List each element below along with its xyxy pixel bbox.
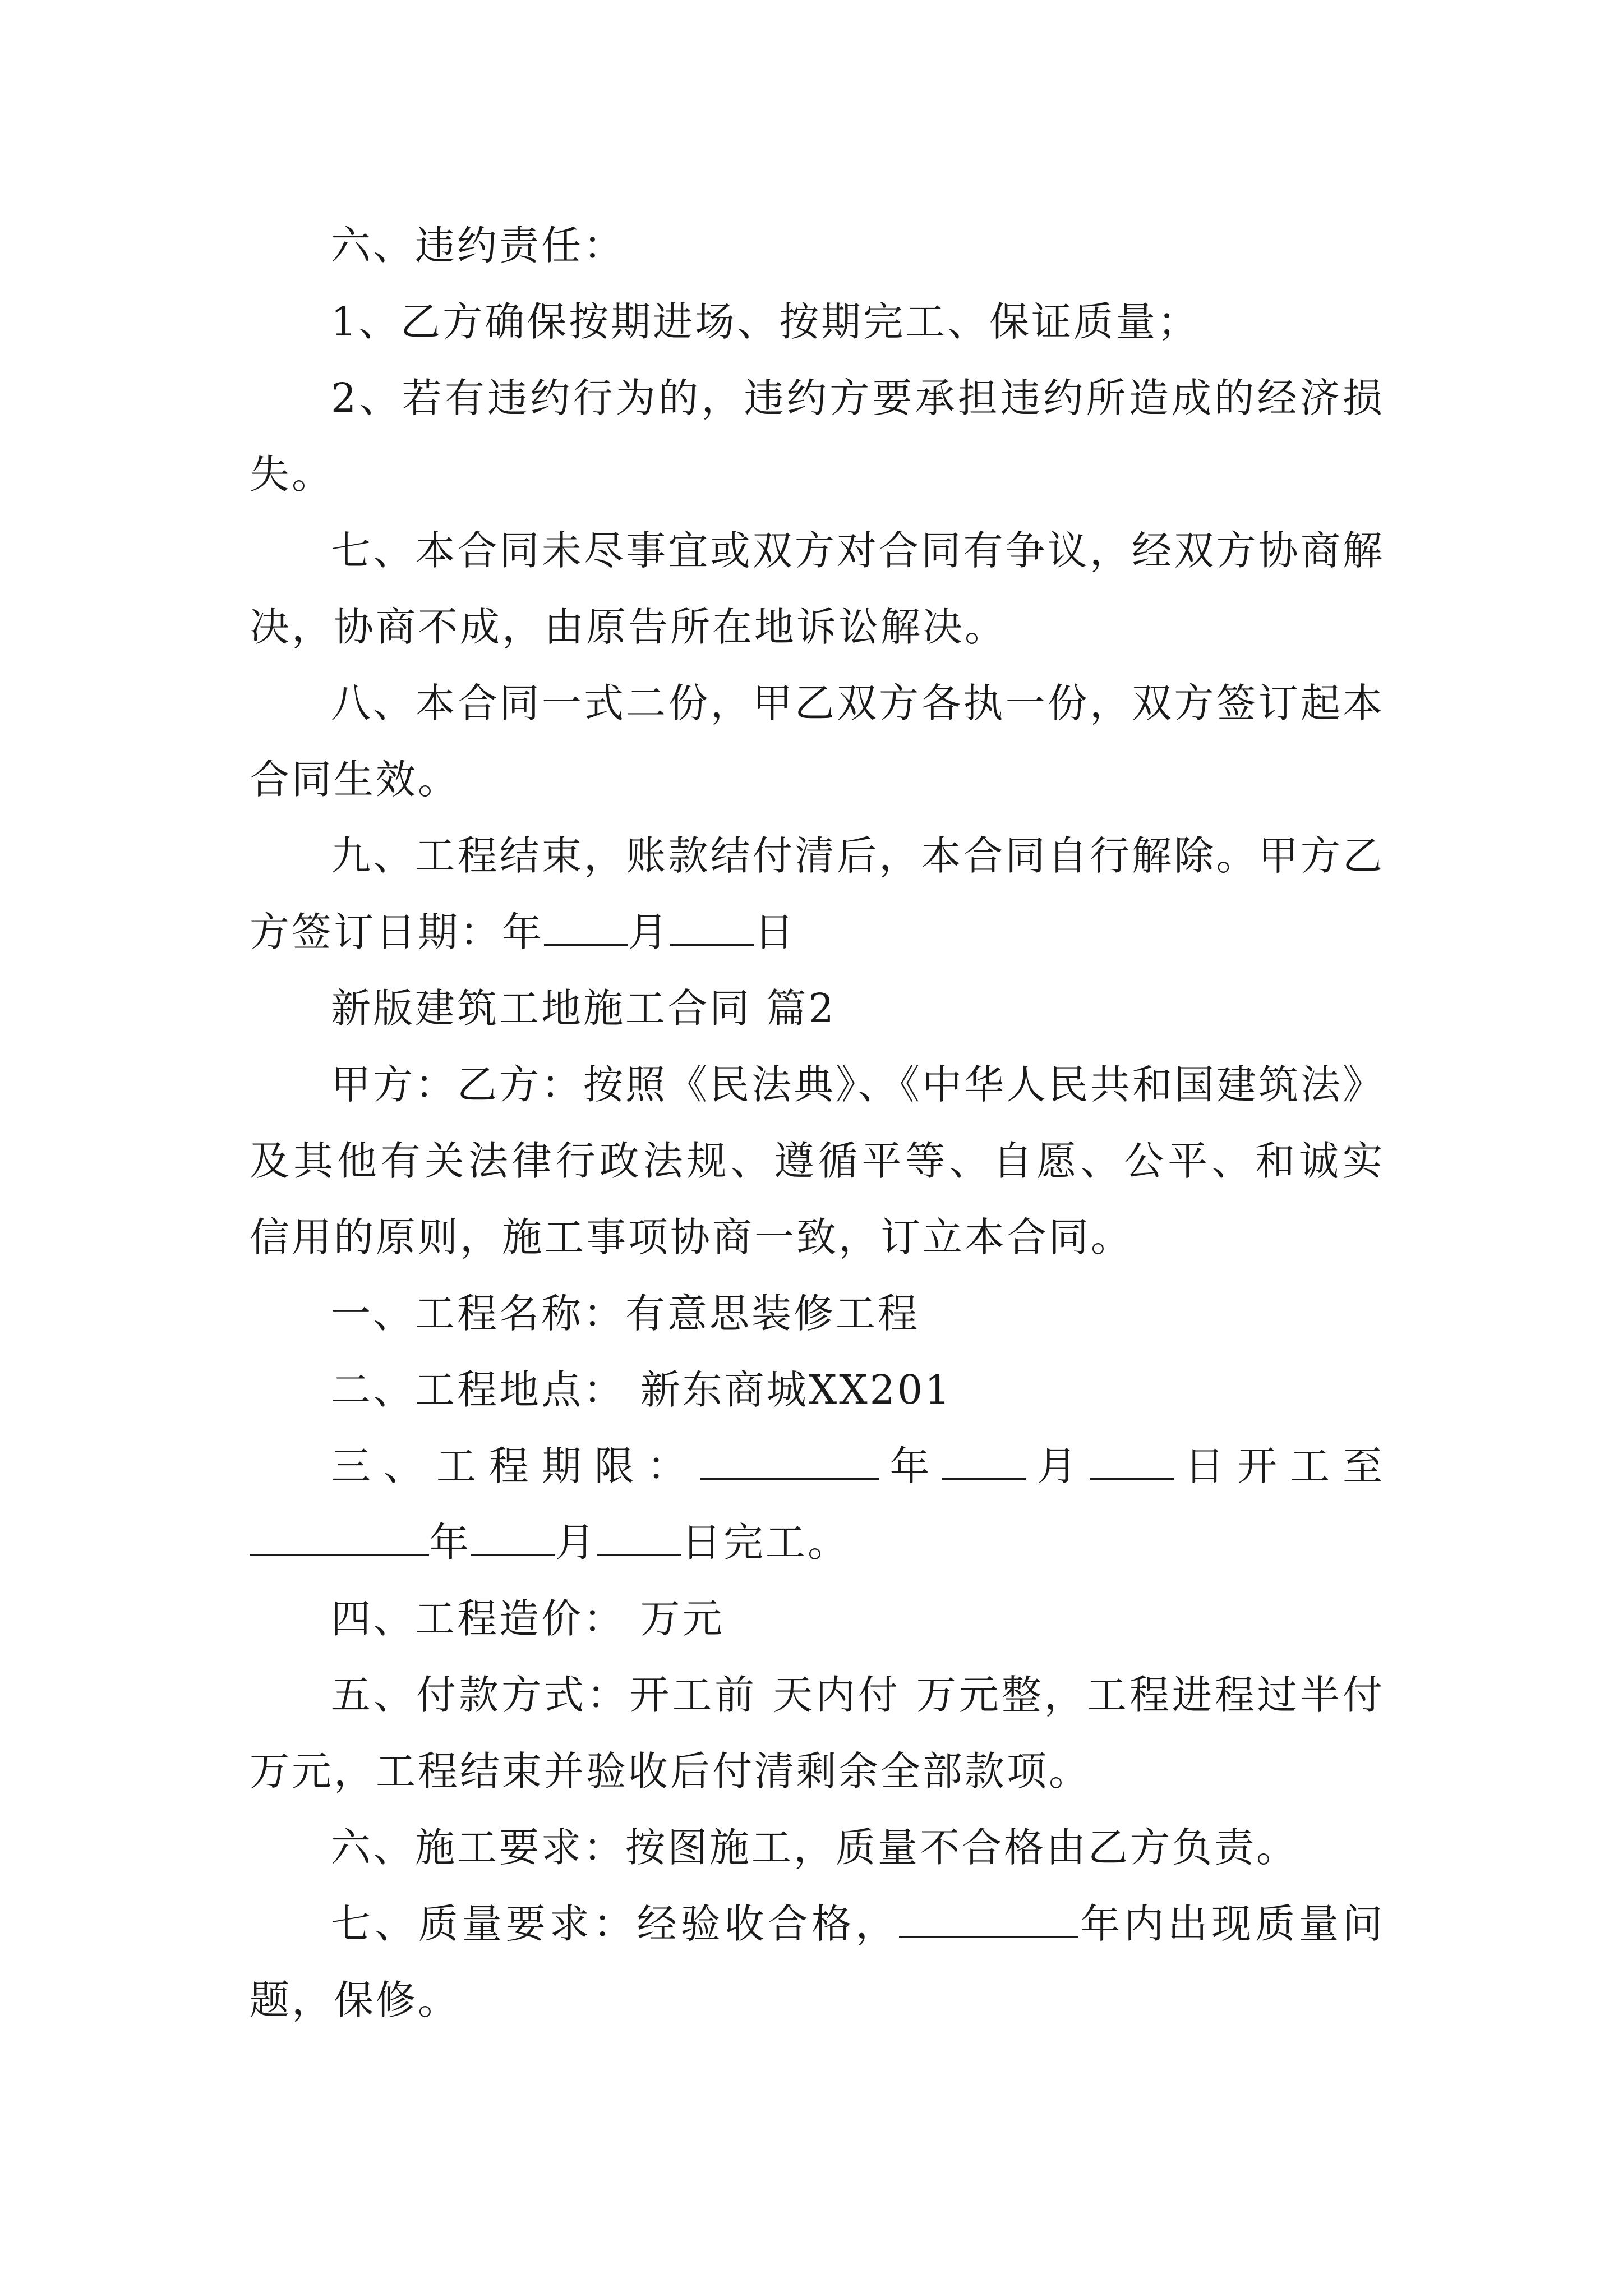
paragraph-project-cost — [250, 1581, 1385, 1657]
paragraph-quality-requirements — [250, 1886, 1385, 2039]
end-year-label: 年 — [429, 1519, 472, 1566]
warranty-tail-text: 年内出现质量问题，保修。 — [250, 1901, 1385, 2023]
paragraph-text: 甲方：乙方：按照《民法典》、《中华人民共和国建筑法》及其他有关法律行政法规、遵循平等、自愿、公平、和诚实信用的原则，施工事项协商一致，订立本合同。 — [250, 1061, 1385, 1260]
warranty-years-blank — [899, 1898, 1078, 1938]
paragraph-dispute-clause — [250, 513, 1385, 665]
sign-day-blank — [670, 907, 754, 946]
start-year-label: 年 — [879, 1443, 943, 1489]
contract-body — [250, 208, 1400, 2039]
paragraph-payment-terms — [250, 1657, 1400, 1810]
end-month-blank — [471, 1517, 555, 1556]
paragraph-text: 八、本合同一式二份，甲乙双方各执一份，双方签订起本合同生效。 — [250, 680, 1385, 803]
sign-date-year-label: 年 — [502, 909, 545, 955]
paragraph-text: 七、质量要求：经验收合格， — [331, 1901, 900, 1947]
paragraph-copies-clause — [250, 665, 1385, 818]
paragraph-text: 九、工程结束，账款结付清后，本合同自行解除。甲方乙方签订日期： — [250, 832, 1385, 955]
paragraph-construction-requirements — [250, 1810, 1385, 1886]
section-heading — [250, 970, 1385, 1047]
paragraph-text: 六、施工要求：按图施工，质量不合格由乙方负责。 — [331, 1824, 1299, 1871]
paragraph-project-name — [250, 1276, 1385, 1352]
end-year-blank — [250, 1517, 429, 1556]
start-month-label: 月 — [1026, 1443, 1090, 1489]
paragraph-preamble — [250, 1047, 1385, 1276]
end-day-label: 日完工。 — [681, 1519, 850, 1566]
paragraph-project-period — [250, 1428, 1385, 1581]
paragraph-text: 六、违约责任： — [331, 222, 626, 269]
paragraph-breach-heading — [250, 208, 1385, 284]
paragraph-text: 2、若有违约行为的，违约方要承担违约所造成的经济损失。 — [250, 375, 1385, 498]
sign-date-day-label: 日 — [754, 909, 797, 955]
sign-date-month-label: 月 — [628, 909, 671, 955]
paragraph-text: 三、工程期限： — [331, 1443, 700, 1489]
paragraph-text: 二、工程地点： 新东商城XX201 — [331, 1366, 953, 1413]
paragraph-text: 四、工程造价： 万元 — [331, 1595, 725, 1642]
paragraph-project-location — [250, 1352, 1385, 1428]
start-day-blank — [1090, 1441, 1174, 1480]
paragraph-breach-item-2 — [250, 360, 1385, 513]
end-day-blank — [597, 1517, 681, 1556]
end-month-label: 月 — [555, 1519, 598, 1566]
start-day-label: 日开工至 — [1174, 1443, 1385, 1489]
paragraph-termination-clause — [250, 818, 1385, 970]
sign-month-blank — [544, 907, 628, 946]
start-month-blank — [942, 1441, 1026, 1480]
paragraph-text: 七、本合同未尽事宜或双方对合同有争议，经双方协商解决，协商不成，由原告所在地诉讼解决。 — [250, 527, 1385, 650]
paragraph-text: 一、工程名称：有意思装修工程 — [331, 1290, 920, 1337]
paragraph-breach-item-1 — [250, 284, 1385, 360]
start-year-blank — [700, 1441, 879, 1480]
paragraph-text: 1、乙方确保按期进场、按期完工、保证质量； — [331, 298, 1200, 345]
section-heading-text: 新版建筑工地施工合同 篇2 — [331, 985, 836, 1032]
paragraph-text: 五、付款方式：开工前 天内付 万元整，工程进程过半付 万元，工程结束并验收后付清剩余全部款项。 — [250, 1672, 1400, 1795]
